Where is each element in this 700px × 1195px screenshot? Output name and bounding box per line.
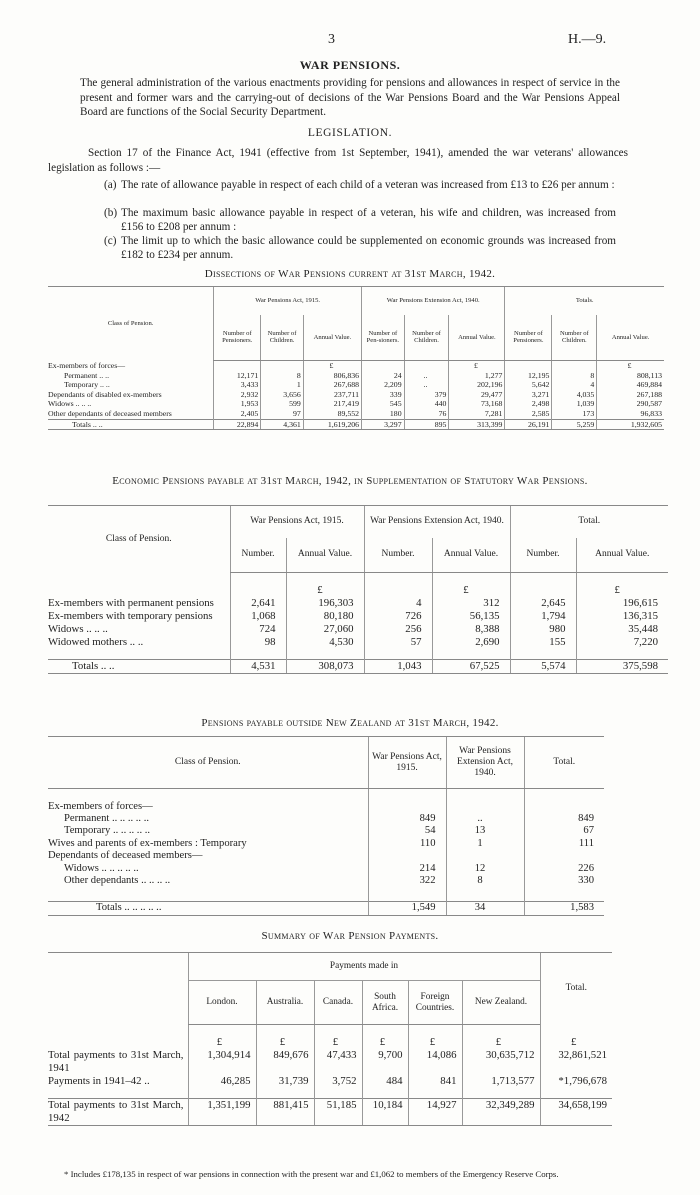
cell: 214 xyxy=(368,863,446,875)
cell: 32,861,521 xyxy=(540,1049,612,1075)
cell: 8 xyxy=(552,371,597,381)
row-label: Wives and parents of ex-members : Temporary xyxy=(48,837,247,849)
cell: 32,349,289 xyxy=(462,1098,540,1125)
cell: .. xyxy=(446,813,524,825)
cell: 226 xyxy=(524,863,604,875)
section-label: Ex-members of forces— xyxy=(48,361,126,370)
cell: 2,498 xyxy=(505,399,552,409)
row-label: Widowed mothers .. .. xyxy=(48,635,144,648)
column-header: Annual Value. xyxy=(286,538,364,573)
table4-caption: Summary of War Pension Payments. xyxy=(261,930,439,942)
cell: 841 xyxy=(408,1075,462,1088)
cell: 97 xyxy=(261,409,304,419)
row-label: Ex-members with temporary pensions xyxy=(48,609,213,622)
cell: 4,035 xyxy=(552,390,597,400)
cell: 3,297 xyxy=(362,419,405,430)
column-header: Number of Children. xyxy=(261,315,304,361)
cell: 808,113 xyxy=(597,371,664,381)
table-row xyxy=(48,610,668,623)
table-row xyxy=(48,623,668,636)
cell: 12,171 xyxy=(214,371,261,381)
cell: 1,351,199 xyxy=(188,1098,256,1125)
column-header: Number of Pen-sioners. xyxy=(362,315,405,361)
cell: 7,220 xyxy=(576,636,668,649)
column-header: Number. xyxy=(510,538,576,573)
cell: 313,399 xyxy=(449,419,505,430)
cell: 849 xyxy=(368,813,446,825)
row-label: Widows .. .. .. .. .. xyxy=(64,862,139,874)
cell: 10,184 xyxy=(362,1098,408,1125)
cell: 73,168 xyxy=(449,399,505,409)
cell: 440 xyxy=(404,399,449,409)
cell: 322 xyxy=(368,875,446,887)
cell: 4 xyxy=(552,380,597,390)
cell: 56,135 xyxy=(432,610,510,623)
group-header: War Pensions Extension Act, 1940. xyxy=(362,287,505,315)
cell xyxy=(368,850,446,862)
cell: 1,794 xyxy=(510,610,576,623)
group-header: War Pensions Act, 1915. xyxy=(214,287,362,315)
legislation-heading: LEGISLATION. xyxy=(307,127,393,139)
cell: 12 xyxy=(446,863,524,875)
column-header: London. xyxy=(188,981,256,1025)
cell: 24 xyxy=(362,371,405,381)
cell: 5,642 xyxy=(505,380,552,390)
cell: 1,953 xyxy=(214,399,261,409)
class-header: Class of Pension. xyxy=(48,287,214,361)
table-row xyxy=(48,399,664,409)
row-label: Permanent .. .. .. .. .. xyxy=(64,812,150,824)
row-label: Total payments to 31st March, 1942 xyxy=(48,1098,188,1125)
cell: 136,315 xyxy=(576,610,668,623)
cell xyxy=(524,801,604,813)
cell: 1,277 xyxy=(449,371,505,381)
cell: 849,676 xyxy=(256,1049,314,1075)
cell: 22,894 xyxy=(214,419,261,430)
cell: 4,531 xyxy=(230,659,286,673)
cell: 724 xyxy=(230,623,286,636)
cell: 375,598 xyxy=(576,659,668,673)
item-marker: (a) xyxy=(104,179,117,191)
cell: 308,073 xyxy=(286,659,364,673)
row-label: Dependants of disabled ex-members xyxy=(48,389,162,399)
cell: 1,583 xyxy=(524,902,604,915)
column-header: War Pensions Act, 1915. xyxy=(368,737,446,789)
cell: 237,711 xyxy=(303,390,361,400)
legislation-item-a xyxy=(104,178,616,192)
row-label: Other dependants of deceased members xyxy=(48,408,172,418)
totals-row xyxy=(48,902,604,915)
page-title: WAR PENSIONS. xyxy=(299,58,401,72)
cell: 31,739 xyxy=(256,1075,314,1088)
cell: 2,405 xyxy=(214,409,261,419)
cell: 98 xyxy=(230,636,286,649)
cell: 29,477 xyxy=(449,390,505,400)
cell: 339 xyxy=(362,390,405,400)
cell xyxy=(368,801,446,813)
dissections-table xyxy=(48,286,664,430)
cell: 89,552 xyxy=(303,409,361,419)
currency-mark: £ xyxy=(597,361,664,371)
cell: 180 xyxy=(362,409,405,419)
row-label: Totals .. .. .. .. .. xyxy=(48,902,368,915)
item-marker: (c) xyxy=(104,235,117,247)
cell: 469,884 xyxy=(597,380,664,390)
row-label: Ex-members of forces— xyxy=(48,800,153,812)
cell xyxy=(446,850,524,862)
table-row xyxy=(48,850,604,862)
table-row xyxy=(48,863,604,875)
cell: 30,635,712 xyxy=(462,1049,540,1075)
cell: 379 xyxy=(404,390,449,400)
cell: .. xyxy=(404,371,449,381)
cell: 3,656 xyxy=(261,390,304,400)
table-row xyxy=(48,801,604,813)
table-row xyxy=(48,813,604,825)
column-header: Total. xyxy=(540,953,612,1025)
payments-summary-table xyxy=(48,952,612,1126)
table-row xyxy=(48,390,664,400)
table2-caption: Economic Pensions payable at 31st March, 1942, in Supplementation of Statutory War Pensions. xyxy=(112,475,588,487)
column-header: War Pensions Extension Act, 1940. xyxy=(446,737,524,789)
column-header: South Africa. xyxy=(362,981,408,1025)
cell: 2,645 xyxy=(510,597,576,610)
cell: 849 xyxy=(524,813,604,825)
cell: 2,209 xyxy=(362,380,405,390)
cell: 8 xyxy=(446,875,524,887)
column-header: Number of Pensioners. xyxy=(214,315,261,361)
cell: 545 xyxy=(362,399,405,409)
row-label: Widows .. .. .. xyxy=(48,622,108,635)
column-header: New Zealand. xyxy=(462,981,540,1025)
currency-mark: £ xyxy=(256,1025,314,1049)
row-label: Widows .. .. .. xyxy=(48,399,92,409)
row-label: Temporary .. .. xyxy=(64,380,110,390)
cell: 67,525 xyxy=(432,659,510,673)
row-label: Totals .. .. xyxy=(48,659,230,673)
cell: 51,185 xyxy=(314,1098,362,1125)
cell: .. xyxy=(404,380,449,390)
cell: 1 xyxy=(261,380,304,390)
column-header: Canada. xyxy=(314,981,362,1025)
cell: 110 xyxy=(368,838,446,850)
economic-pensions-table xyxy=(48,505,668,674)
table-row xyxy=(48,636,668,649)
cell: 5,574 xyxy=(510,659,576,673)
cell: 2,932 xyxy=(214,390,261,400)
intro-paragraph: The general administration of the various enactments providing for pensions and allowances in respect of service in the present and former wars and the carrying-out of decisions of the War Pensions Board and the War Pensions Appeal Board are functions of the Social Security Department. xyxy=(80,77,620,118)
cell: 1,713,577 xyxy=(462,1075,540,1088)
cell: 8 xyxy=(261,371,304,381)
cell: 196,303 xyxy=(286,597,364,610)
currency-mark: £ xyxy=(314,1025,362,1049)
row-label: Totals .. .. xyxy=(48,419,214,430)
currency-mark: £ xyxy=(462,1025,540,1049)
cell: 57 xyxy=(364,636,432,649)
cell: 256 xyxy=(364,623,432,636)
column-header: Annual Value. xyxy=(432,538,510,573)
cell: 1,932,605 xyxy=(597,419,664,430)
row-label: Payments in 1941–42 .. xyxy=(48,1074,150,1087)
cell: 14,086 xyxy=(408,1049,462,1075)
cell: 35,448 xyxy=(576,623,668,636)
cell: 267,188 xyxy=(597,390,664,400)
cell: 312 xyxy=(432,597,510,610)
cell: 1,619,206 xyxy=(303,419,361,430)
cell: 80,180 xyxy=(286,610,364,623)
cell: 46,285 xyxy=(188,1075,256,1088)
cell: 290,587 xyxy=(597,399,664,409)
cell: 217,419 xyxy=(303,399,361,409)
footnote: * Includes £178,135 in respect of war pensions in connection with the present war and £1,062 to members of the Emergency Reserve Corps. xyxy=(64,1169,559,1179)
table-row xyxy=(48,1049,612,1075)
column-header: Total. xyxy=(524,737,604,789)
row-label: Permanent .. .. xyxy=(64,370,110,380)
table1-caption: Dissections of War Pensions current at 31st March, 1942. xyxy=(204,268,496,280)
cell: 2,641 xyxy=(230,597,286,610)
table-row xyxy=(48,875,604,887)
cell: 4 xyxy=(364,597,432,610)
cell: 12,195 xyxy=(505,371,552,381)
cell: 1,043 xyxy=(364,659,432,673)
totals-row xyxy=(48,659,668,673)
table-row xyxy=(48,409,664,419)
cell xyxy=(446,801,524,813)
item-text: The limit up to which the basic allowance could be supplemented on economic grounds was increased from £182 to £234 per annum. xyxy=(121,235,616,261)
group-header: Totals. xyxy=(505,287,664,315)
cell: 3,433 xyxy=(214,380,261,390)
column-header: Foreign Countries. xyxy=(408,981,462,1025)
currency-mark: £ xyxy=(362,1025,408,1049)
cell: 67 xyxy=(524,825,604,837)
cell: 2,690 xyxy=(432,636,510,649)
column-header: Number of Pensioners. xyxy=(505,315,552,361)
cell: 76 xyxy=(404,409,449,419)
cell: 5,259 xyxy=(552,419,597,430)
cell: 3,752 xyxy=(314,1075,362,1088)
cell: 155 xyxy=(510,636,576,649)
cell: 96,833 xyxy=(597,409,664,419)
totals-row xyxy=(48,1098,612,1125)
column-header: Number of Children. xyxy=(404,315,449,361)
cell: 726 xyxy=(364,610,432,623)
cell: 881,415 xyxy=(256,1098,314,1125)
cell xyxy=(524,850,604,862)
column-header: Annual Value. xyxy=(576,538,668,573)
row-label: Total payments to 31st March, 1941 xyxy=(48,1048,184,1074)
currency-mark: £ xyxy=(449,361,505,371)
group-header: Total. xyxy=(510,506,668,538)
class-header: Class of Pension. xyxy=(48,737,368,789)
cell: 2,585 xyxy=(505,409,552,419)
cell: 599 xyxy=(261,399,304,409)
currency-mark: £ xyxy=(432,573,510,597)
item-text: The rate of allowance payable in respect of each child of a veteran was increased from £13 to £26 per annum : xyxy=(121,179,615,191)
cell: 806,836 xyxy=(303,371,361,381)
currency-mark: £ xyxy=(576,573,668,597)
table-row xyxy=(48,371,664,381)
currency-mark: £ xyxy=(540,1025,612,1049)
group-header: Payments made in xyxy=(188,953,540,981)
row-label: Temporary .. .. .. .. .. xyxy=(64,825,151,837)
legislation-item-b xyxy=(104,206,616,234)
page-number: 3 xyxy=(328,32,335,47)
column-header: Number. xyxy=(364,538,432,573)
cell: 330 xyxy=(524,875,604,887)
table-row xyxy=(48,1075,612,1088)
table-row xyxy=(48,838,604,850)
column-header: Number of Children. xyxy=(552,315,597,361)
column-header: Australia. xyxy=(256,981,314,1025)
cell: 4,530 xyxy=(286,636,364,649)
cell: 173 xyxy=(552,409,597,419)
group-header: War Pensions Extension Act, 1940. xyxy=(364,506,510,538)
cell: *1,796,678 xyxy=(540,1075,612,1088)
currency-mark: £ xyxy=(188,1025,256,1049)
group-header: War Pensions Act, 1915. xyxy=(230,506,364,538)
class-header: Class of Pension. xyxy=(48,506,230,573)
cell: 202,196 xyxy=(449,380,505,390)
cell: 111 xyxy=(524,838,604,850)
table-row xyxy=(48,380,664,390)
overseas-pensions-table xyxy=(48,736,604,916)
currency-mark: £ xyxy=(286,573,364,597)
cell: 3,271 xyxy=(505,390,552,400)
cell: 14,927 xyxy=(408,1098,462,1125)
cell: 196,615 xyxy=(576,597,668,610)
table-row xyxy=(48,825,604,837)
cell: 484 xyxy=(362,1075,408,1088)
cell: 13 xyxy=(446,825,524,837)
currency-mark: £ xyxy=(408,1025,462,1049)
column-header: Annual Value. xyxy=(449,315,505,361)
column-header: Annual Value. xyxy=(303,315,361,361)
cell: 7,281 xyxy=(449,409,505,419)
cell: 895 xyxy=(404,419,449,430)
legislation-paragraph: Section 17 of the Finance Act, 1941 (effective from 1st September, 1941), amended the war veterans' allowances legislation as follows :— xyxy=(48,147,628,174)
cell: 34 xyxy=(446,902,524,915)
row-label: Other dependants .. .. .. .. xyxy=(64,874,171,886)
cell: 1,068 xyxy=(230,610,286,623)
row-label: Dependants of deceased members— xyxy=(48,850,203,862)
currency-mark: £ xyxy=(303,361,361,371)
cell: 1,549 xyxy=(368,902,446,915)
cell: 34,658,199 xyxy=(540,1098,612,1125)
cell: 54 xyxy=(368,825,446,837)
cell: 47,433 xyxy=(314,1049,362,1075)
report-reference: H.—9. xyxy=(568,32,607,47)
item-marker: (b) xyxy=(104,207,118,219)
cell: 1,304,914 xyxy=(188,1049,256,1075)
cell: 4,361 xyxy=(261,419,304,430)
cell: 1 xyxy=(446,838,524,850)
legislation-item-c xyxy=(104,234,616,262)
cell: 1,039 xyxy=(552,399,597,409)
row-label: Ex-members with permanent pensions xyxy=(48,596,214,609)
cell: 9,700 xyxy=(362,1049,408,1075)
table-row xyxy=(48,597,668,610)
cell: 267,688 xyxy=(303,380,361,390)
totals-row xyxy=(48,419,664,430)
table3-caption: Pensions payable outside New Zealand at 31st March, 1942. xyxy=(201,717,499,729)
cell: 26,191 xyxy=(505,419,552,430)
cell: 980 xyxy=(510,623,576,636)
column-header: Annual Value. xyxy=(597,315,664,361)
cell: 8,388 xyxy=(432,623,510,636)
item-text: The maximum basic allowance payable in respect of a veteran, his wife and children, was increased from £156 to £208 per annum : xyxy=(121,207,616,233)
cell: 27,060 xyxy=(286,623,364,636)
column-header: Number. xyxy=(230,538,286,573)
